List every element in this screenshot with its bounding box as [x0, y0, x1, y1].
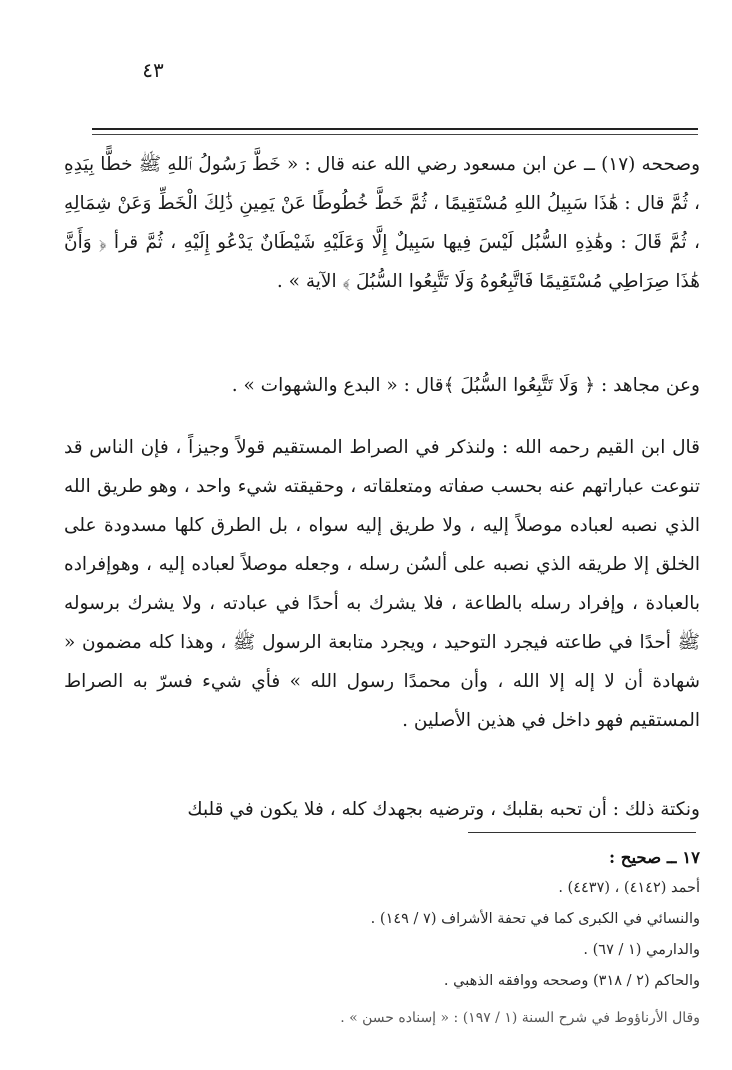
hadith-paragraph [64, 145, 700, 301]
ibn-qayyim-paragraph [64, 428, 700, 740]
continuation-paragraph [64, 790, 700, 829]
paragraph-text: قال ابن القيم رحمه الله : ولنذكر في الصراط المستقيم قولاً وجيزاً ، فإن الناس قد تنوعت عباراتهم عنه بحسب صفاته ومتعلقاته ، وحقيقته شيء واحد ، وهو طريق الله الذي نصبه لعباده موصلاً إليه ، ولا طريق إليه سواه ، بل الطرق كلها مسدودة على الخلق إلا طريقه الذي نصبه على ألسُن رسله ، وجعله موصلاً لعباده إليه ، وهوإفراده بالعبادة ، وإفراد رسله بالطاعة ، فلا يشرك به أحدًا في عبادته ، ولا يشرك برسوله ﷺ أحدًا في طاعته فيجرد التوحيد ، ويجرد متابعة الرسول ﷺ ، وهذا كله مضمون « شهادة أن لا إله إلا الله ، وأن محمدًا رسول الله » فأي شيء فسرّ به الصراط المستقيم فهو داخل في هذين الأصلين . [64, 437, 700, 731]
footnote-item: والدارمي (١ / ٦٧) . [583, 942, 700, 958]
footnote-heading: ١٧ ــ صحيح : [608, 848, 700, 867]
footnote-note: وقال الأرناؤوط في شرح السنة (١ / ١٩٧) : « إسناده حسن » . [340, 1010, 700, 1026]
paragraph-text: ونكتة ذلك : أن تحبه بقلبك ، وترضيه بجهدك كله ، فلا يكون في قلبك [187, 799, 700, 820]
footnote-item: والنسائي في الكبرى كما في تحفة الأشراف (٧ / ١٤٩) . [370, 911, 700, 927]
footnote-rule [468, 832, 696, 833]
footnote-item: أحمد (٤١٤٢) ، (٤٤٣٧) . [558, 880, 700, 896]
footnotes [180, 842, 700, 1034]
header-rule-thick [92, 128, 698, 130]
paragraph-text: وعن مجاهد : ﴿ وَلَا تَتَّبِعُوا السُّبُلَ ﴾قال : « البدع والشهوات » . [231, 375, 700, 396]
footnote-item: والحاكم (٢ / ٣١٨) وصححه ووافقه الذهبي . [443, 973, 700, 989]
header-rule-thin [92, 134, 698, 135]
mujahid-paragraph [64, 366, 700, 405]
page-number: ٤٣ [142, 58, 164, 82]
paragraph-text: وصححه (١٧) ــ عن ابن مسعود رضي الله عنه قال : « خَطَّ رَسُولُ ٱللهِ ﷺ خطًّا بِيَدِهِ ، ثُمَّ قال : هَٰذَا سَبِيلُ اللهِ مُسْتَقِيمًا ، ثُمَّ خَطَّ خُطُوطًا عَنْ يَمِينِ ذَٰلِكَ الْخَطِّ وَعَنْ شِمَالِهِ ، ثُمَّ قَالَ : وهَٰذِهِ السُّبُل لَيْسَ فِيها سَبِيلٌ إِلَّا وَعَلَيْهِ شَيْطَانٌ يَدْعُو إِلَيْهِ ، ثُمَّ قرأ ﴿ وَأَنَّ هَٰذَا صِرَاطِي مُسْتَقِيمًا فَاتَّبِعُوهُ وَلَا تَتَّبِعُوا السُّبُلَ ﴾ الآية » . [64, 154, 701, 292]
